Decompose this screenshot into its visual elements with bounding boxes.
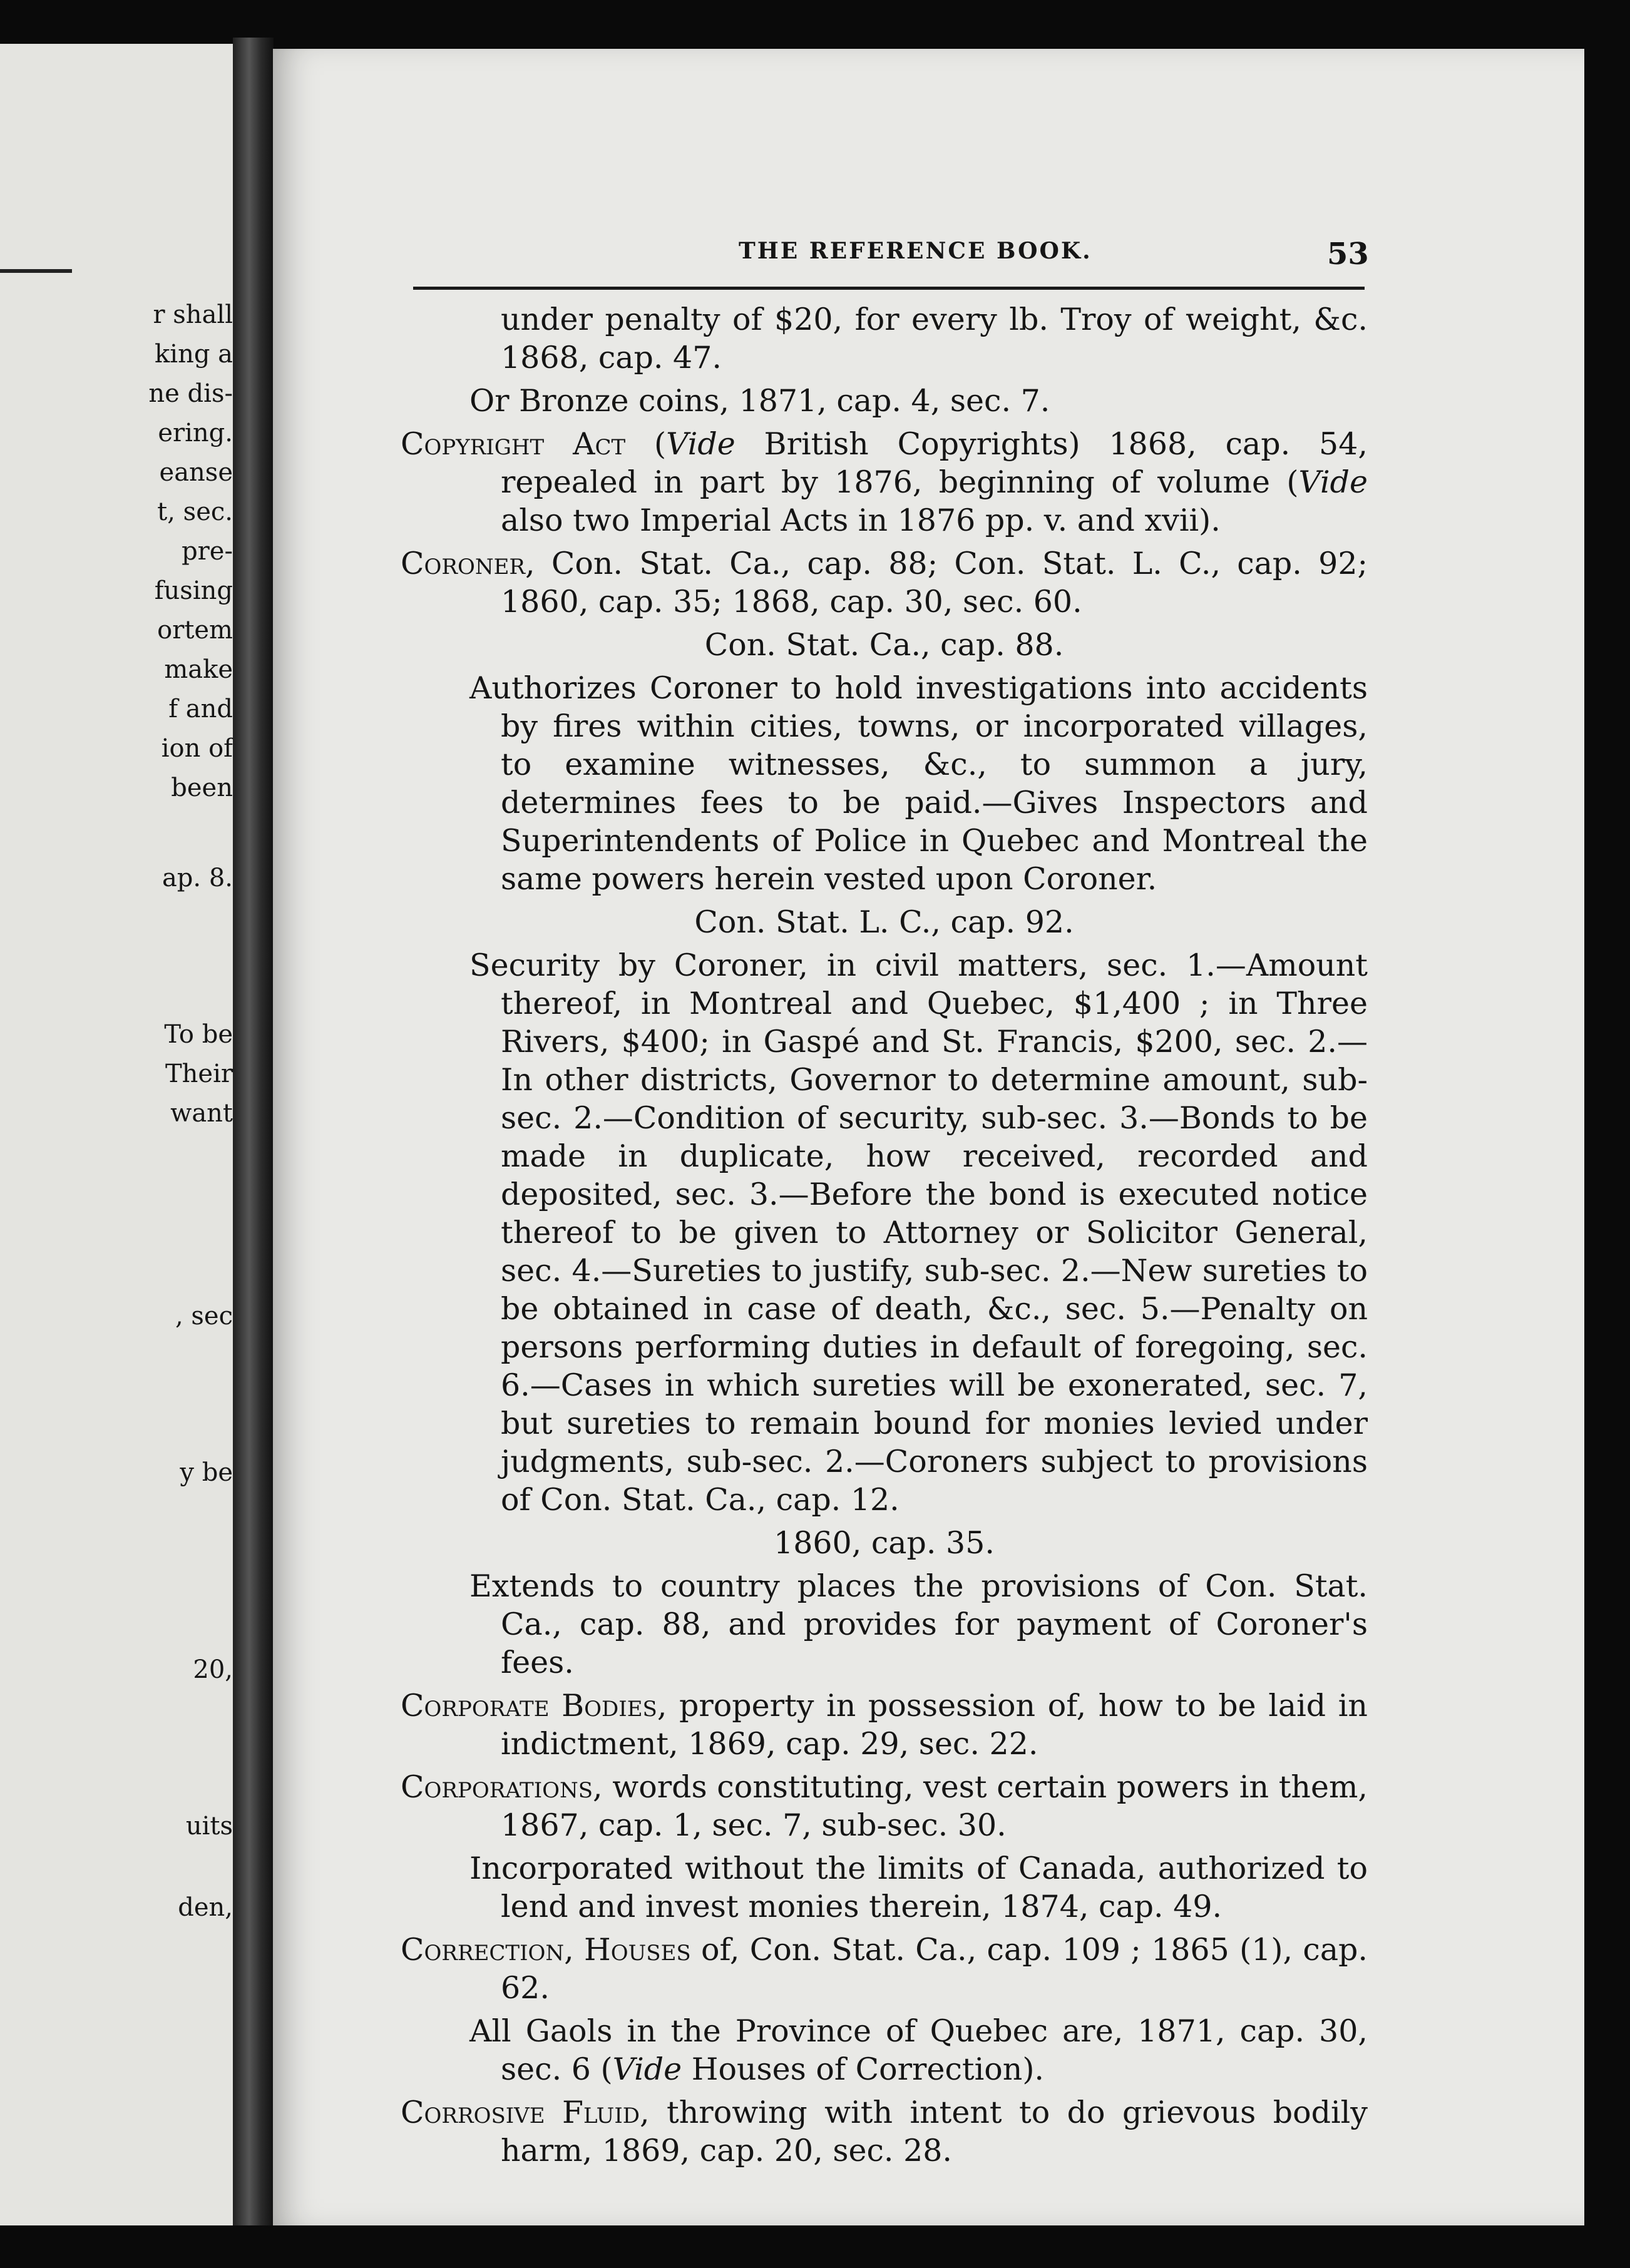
page-number: 53 [1327,237,1369,272]
sub-heading: Con. Stat. Ca., cap. 88. [704,627,1064,663]
headword: Copyright Act [401,426,626,462]
left-page-fragment-line: uits [185,1812,233,1841]
headword: Corporate Bodies [401,1688,657,1724]
entry-corporate-bodies: Corporate Bodies, property in possession of, how to be laid in indictment, 1869, cap. 29, sec. 22. [401,1688,1368,1762]
left-page-fragment-line: fusing [154,576,233,605]
entry-corporations: Corporations, words constituting, vest certain powers in them, 1867, cap. 1, sec. 7, sub-sec. 30. [401,1769,1368,1843]
entry-copyright-act: Copyright Act (Vide British Copyrights) 1868, cap. 54, repealed in part by 1876, beginning of volume (Vide also two Imperial Acts in 1876 pp. v. and xvii). [401,426,1368,538]
left-page-fragment-line: eanse [159,458,233,487]
left-page-fragment-line: ering. [158,419,233,447]
left-page-fragment-line: king a [155,340,233,369]
left-page-fragment [0,44,238,2234]
left-page-fragment-line: been [171,774,233,802]
sub-entry-incorporated: Incorporated without the limits of Canada, authorized to lend and invest monies therein, 1874, cap. 49. [469,1851,1368,1924]
entry-coroner: Coroner, Con. Stat. Ca., cap. 88; Con. Stat. L. C., cap. 92; 1860, cap. 35; 1868, cap. 30, sec. 60. [401,546,1368,620]
headword: Corrosive Fluid [401,2095,640,2130]
sub-heading: Con. Stat. L. C., cap. 92. [694,904,1074,940]
left-page-fragment-line: pre- [182,537,233,566]
left-page-fragment-line: y be [180,1458,233,1487]
entry-continuation: under penalty of $20, for every lb. Troy of weight, &c. 1868, cap. 47. [501,302,1368,375]
left-page-fragment-line: f and [168,695,233,723]
index-text [401,300,1368,2170]
left-page-fragment-line: make [164,655,233,684]
left-page-fragment-line: ap. 8. [161,864,233,892]
left-page-fragment-line: To be [164,1020,233,1049]
left-page-fragment-line: want [170,1099,233,1128]
sub-entry-gaols: All Gaols in the Province of Quebec are, 1871, cap. 30, sec. 6 (Vide Houses of Correction). [469,2013,1368,2087]
left-page-fragment-line: ion of [161,734,233,763]
left-page-fragment-line: den, [178,1893,233,1922]
left-page-fragment-line: Their [165,1060,233,1088]
scan-border [0,2225,1630,2268]
left-page-fragment-line: r shall [153,300,233,329]
sub-entry-extends: Extends to country places the provisions of Con. Stat. Ca., cap. 88, and provides for payment of Coroner's fees. [469,1568,1368,1680]
sub-heading: 1860, cap. 35. [774,1525,995,1561]
headword: Corporations [401,1769,593,1805]
book-gutter [233,38,274,2240]
left-page-fragment-line: 20, [193,1655,233,1684]
left-page-fragment-line: , sec [175,1302,233,1331]
sub-entry-security: Security by Coroner, in civil matters, sec. 1.—Amount thereof, in Montreal and Quebec, $1,400 ; in Three Rivers, $400; in Gaspé and St. Francis, $200, sec. 2.—In other districts, Governor to determine amount, sub-sec. 2.—Condition of security, sub-sec. 3.—Bonds to be made in duplicate, how received, recorded and deposited, sec. 3.—Before the bond is executed notice thereof to be given to Attorney or Solicitor General, sec. 4.—Sureties to justify, sub-sec. 2.—New sureties to be obtained in case of death, &c., sec. 5.—Penalty on persons performing duties in default of foregoing, sec. 6.—Cases in which sureties will be exonerated, sec. 7, but sureties to remain bound for monies levied under judgments, sub-sec. 2.—Coroners subject to provisions of Con. Stat. Ca., cap. 12. [469,948,1368,1518]
left-page-fragment-line: ne dis- [148,379,233,408]
left-page-rule [0,269,72,273]
left-page-fragment-line: ortem [157,616,233,645]
header-rule [413,287,1365,290]
sub-entry-authorizes: Authorizes Coroner to hold investigations into accidents by fires within cities, towns, or incorporated villages, to examine witnesses, &c., to summon a jury, determines fees to be paid.—Gives Inspectors and Superintendents of Police in Quebec and Montreal the same powers herein vested upon Coroner. [469,670,1368,897]
headword: Coroner [401,546,526,581]
sub-entry-bronze: Or Bronze coins, 1871, cap. 4, sec. 7. [469,383,1050,419]
left-page-fragment-line: t, sec. [157,498,233,526]
entry-corrosive-fluid: Corrosive Fluid, throwing with intent to do grievous bodily harm, 1869, cap. 20, sec. 28. [401,2095,1368,2168]
entry-correction: Correction, Houses of, Con. Stat. Ca., cap. 109 ; 1865 (1), cap. 62. [401,1932,1368,2006]
headword: Correction, Houses [401,1932,691,1968]
running-head: THE REFERENCE BOOK. [739,238,1092,264]
